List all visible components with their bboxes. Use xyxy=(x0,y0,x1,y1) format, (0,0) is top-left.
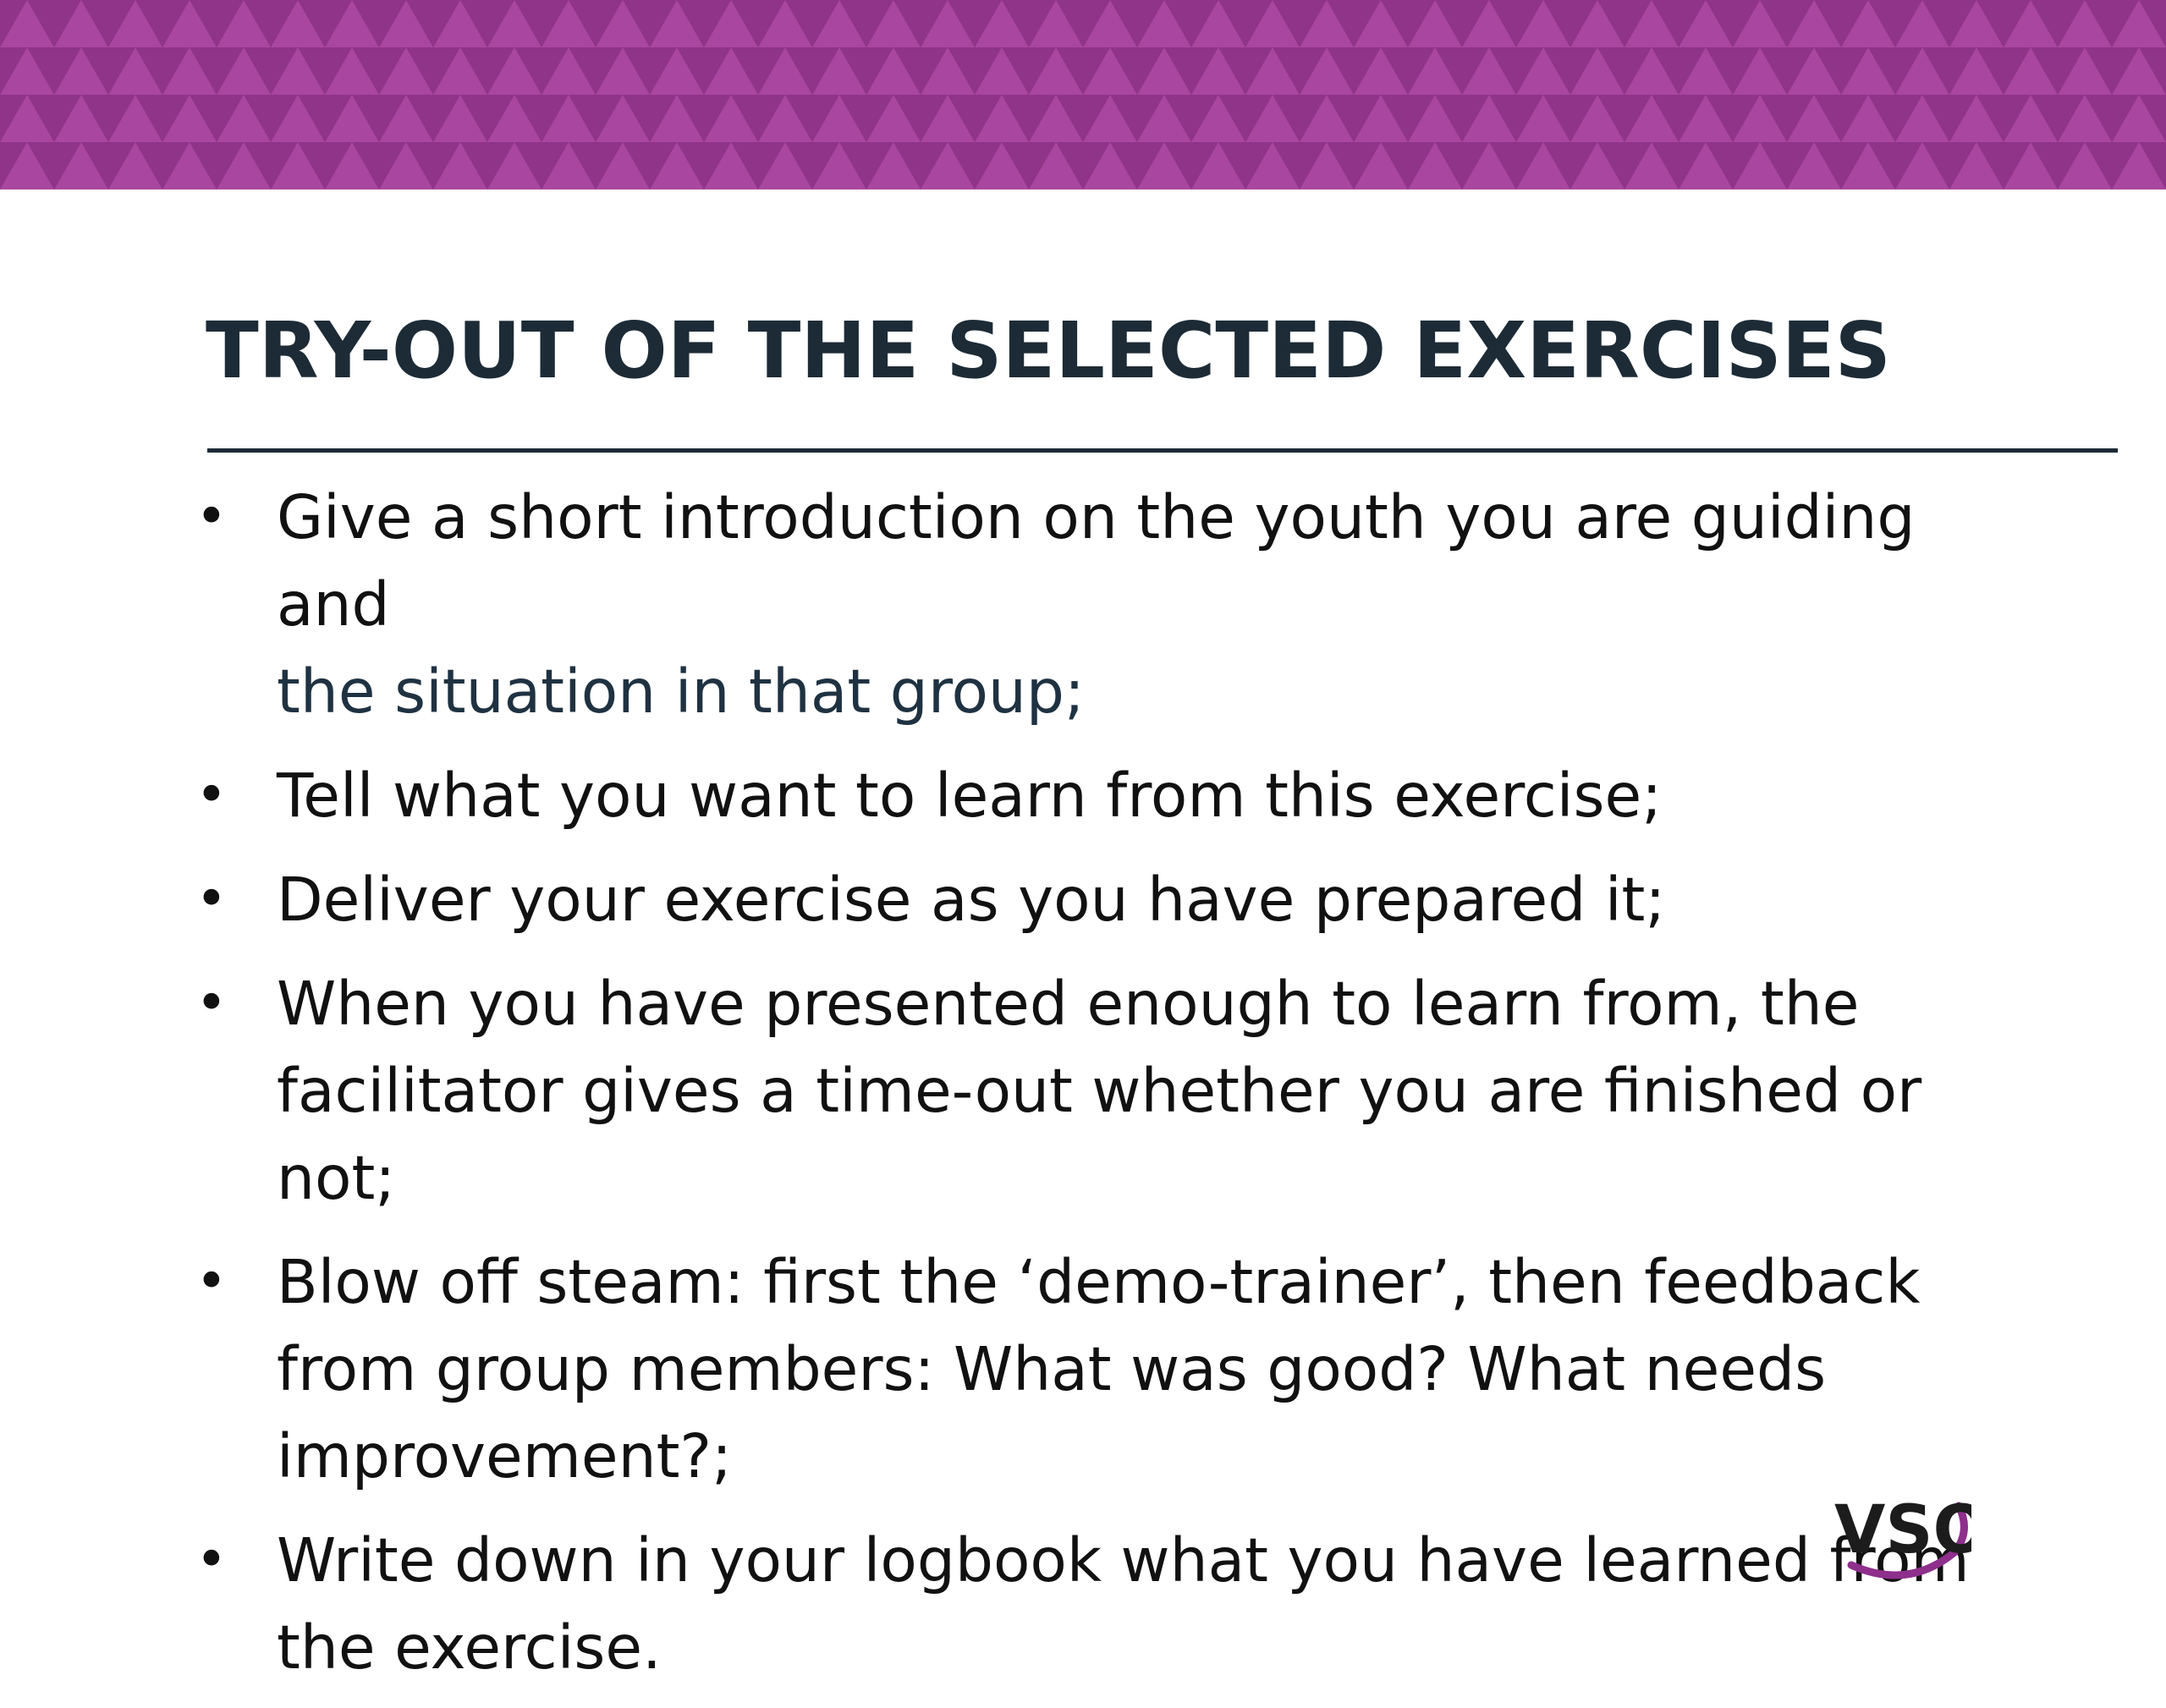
bullet-dot: • xyxy=(195,1250,228,1313)
header-banner xyxy=(0,0,2166,189)
bullet-item xyxy=(190,1517,2026,1691)
triangle-pattern xyxy=(0,0,2166,189)
bullet-text: Blow off steam: first the ‘demo-trainer’, then feedback from group members: What was good? What needs improvement?; xyxy=(277,1247,1921,1491)
bullet-item xyxy=(190,856,2026,943)
bullet-text: Tell what you want to learn from this exercise; xyxy=(277,761,1663,831)
bullet-text: Write down in your logbook what you have learned from the exercise. xyxy=(277,1525,1970,1683)
bullet-item xyxy=(190,960,2026,1222)
bullet-item xyxy=(190,474,2026,735)
title-divider xyxy=(207,448,2118,453)
bullet-list xyxy=(190,474,2026,1708)
bullet-dot: • xyxy=(195,486,228,548)
bullet-dot: • xyxy=(195,1529,228,1591)
bullet-text: Deliver your exercise as you have prepared it; xyxy=(277,865,1666,935)
vso-logo-graphic xyxy=(1828,1472,1971,1582)
bullet-text: When you have presented enough to learn from, the facilitator gives a time-out whether you are finished or not; xyxy=(277,969,1922,1213)
bullet-dot: • xyxy=(195,868,228,931)
bullet-item xyxy=(190,1238,2026,1500)
bullet-dot: • xyxy=(195,764,228,827)
bullet-item xyxy=(190,752,2026,839)
bullet-text-continued: the situation in that group; xyxy=(277,656,1085,727)
vso-logo xyxy=(1828,1472,1971,1582)
bullet-dot: • xyxy=(195,972,228,1035)
slide-title: TRY-OUT OF THE SELECTED EXERCISES xyxy=(206,305,1891,396)
logo-text: VSO xyxy=(1834,1492,1971,1568)
bullet-text: Give a short introduction on the youth you are guiding and xyxy=(277,482,1916,640)
